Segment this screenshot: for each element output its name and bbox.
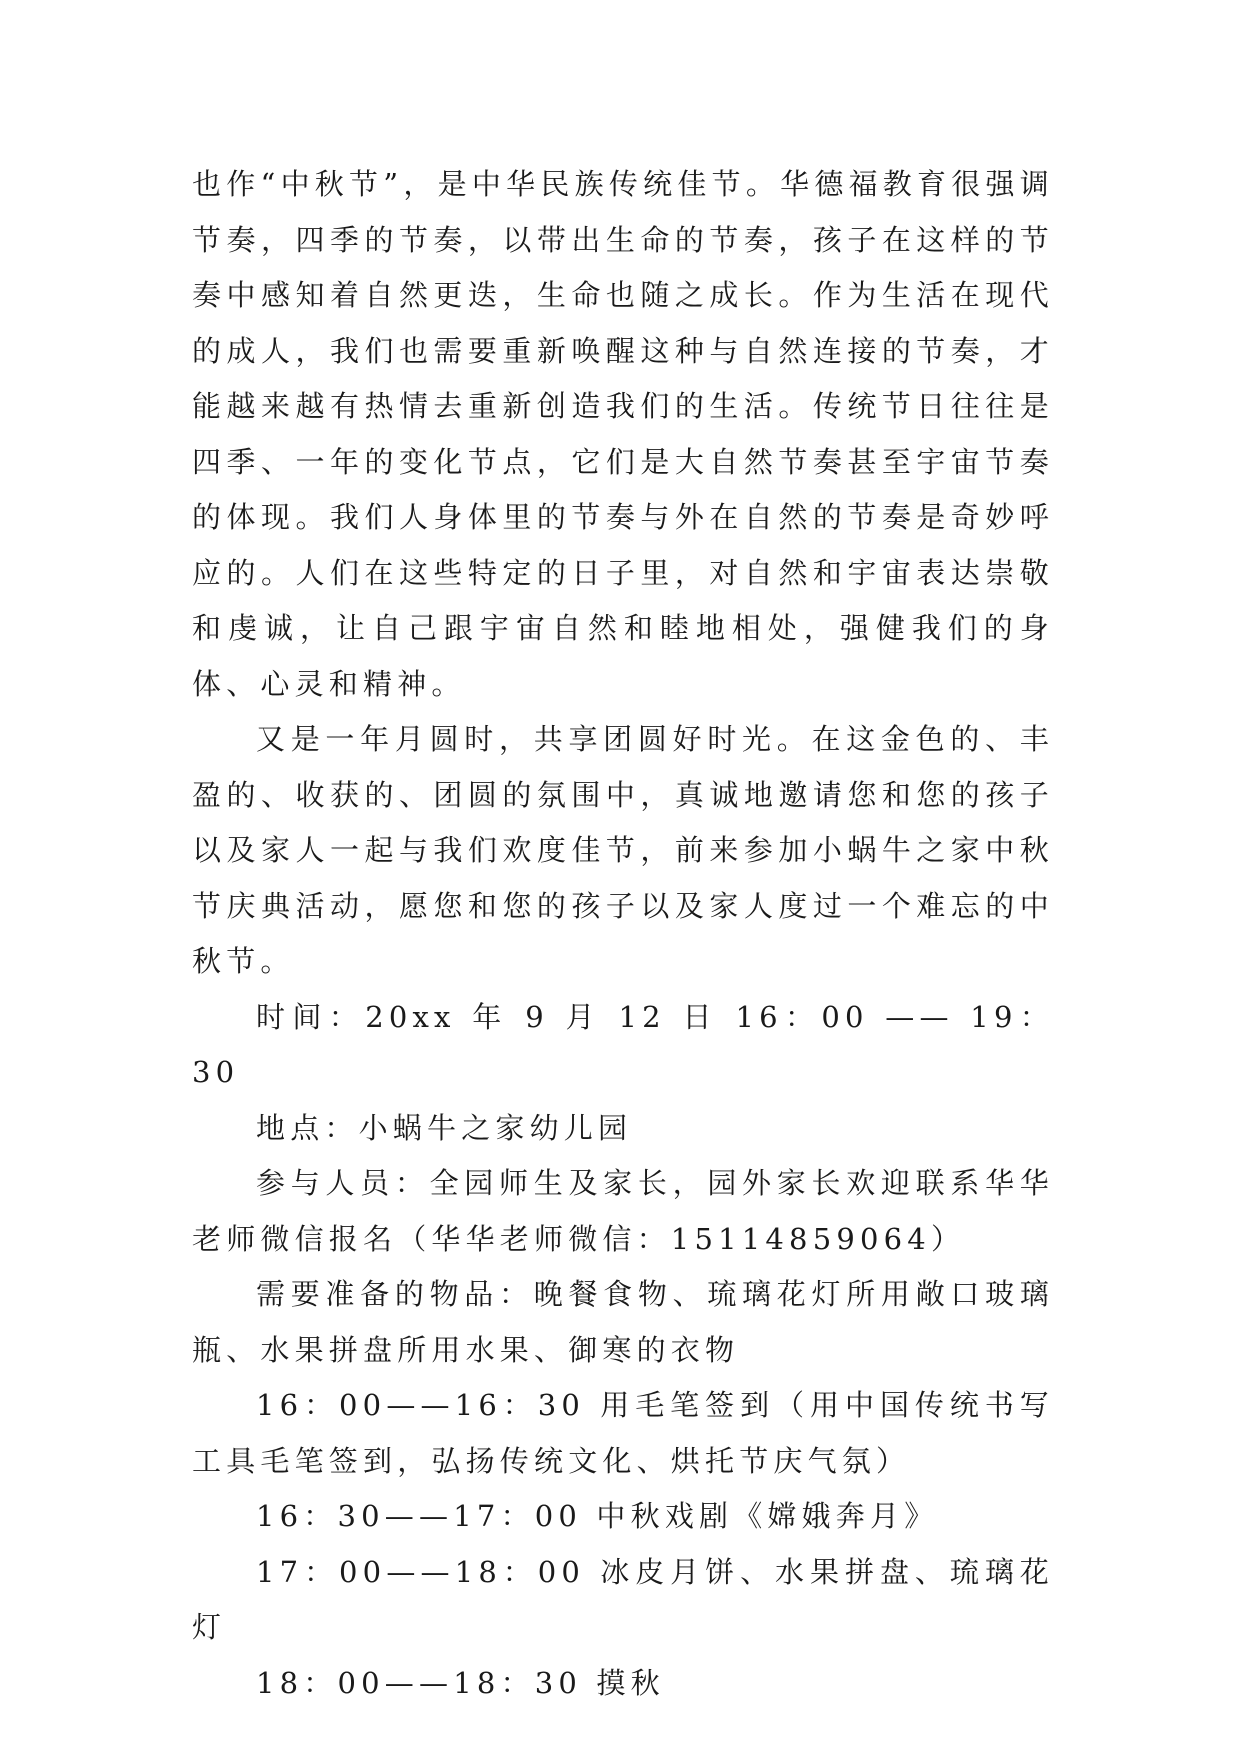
schedule-item: 18：00——18：30 摸秋 — [256, 1665, 665, 1700]
schedule-item: 17：00——18：00 冰皮月饼、水果拼盘、琉璃花灯 — [192, 1554, 1054, 1644]
paragraph-invitation: 又是一年月圆时，共享团圆好时光。在这金色的、丰盈的、收获的、团圆的氛围中，真诚地邀请您和您的孩子以及家人一起与我们欢度佳节，前来参加小蜗牛之家中秋节庆典活动，愿您和您的孩子以及家人度过一个难忘的中秋节。 — [192, 722, 1054, 978]
items-to-prepare: 需要准备的物品：晚餐食物、琉璃花灯所用敞口玻璃瓶、水果拼盘所用水果、御寒的衣物 — [192, 1277, 1054, 1367]
event-time: 时间：20xx 年 9 月 12 日 16：00 —— 19：30 — [192, 999, 1054, 1089]
event-location: 地点：小蜗牛之家幼儿园 — [256, 1110, 633, 1145]
schedule-item: 16：00——16：30 用毛笔签到（用中国传统书写工具毛笔签到，弘扬传统文化、烘托节庆气氛） — [192, 1388, 1054, 1478]
paragraph-festival-intro: 也作“中秋节”，是中华民族传统佳节。华德福教育很强调节奏，四季的节奏，以带出生命的节奏，孩子在这样的节奏中感知着自然更迭，生命也随之成长。作为生活在现代的成人，我们也需要重新唤醒这种与自然连接的节奏，才能越来越有热情去重新创造我们的生活。传统节日往往是四季、一年的变化节点，它们是大自然节奏甚至宇宙节奏的体现。我们人身体里的节奏与外在自然的节奏是奇妙呼应的。人们在这些特定的日子里，对自然和宇宙表达崇敬和虔诚，让自己跟宇宙自然和睦地相处，强健我们的身体、心灵和精神。 — [192, 167, 1054, 701]
document-body — [192, 157, 1054, 1711]
schedule-item: 16：30——17：00 中秋戏剧《嫦娥奔月》 — [256, 1499, 939, 1533]
event-participants: 参与人员：全园师生及家长，园外家长欢迎联系华华老师微信报名（华华老师微信：15114859064） — [192, 1166, 1054, 1256]
